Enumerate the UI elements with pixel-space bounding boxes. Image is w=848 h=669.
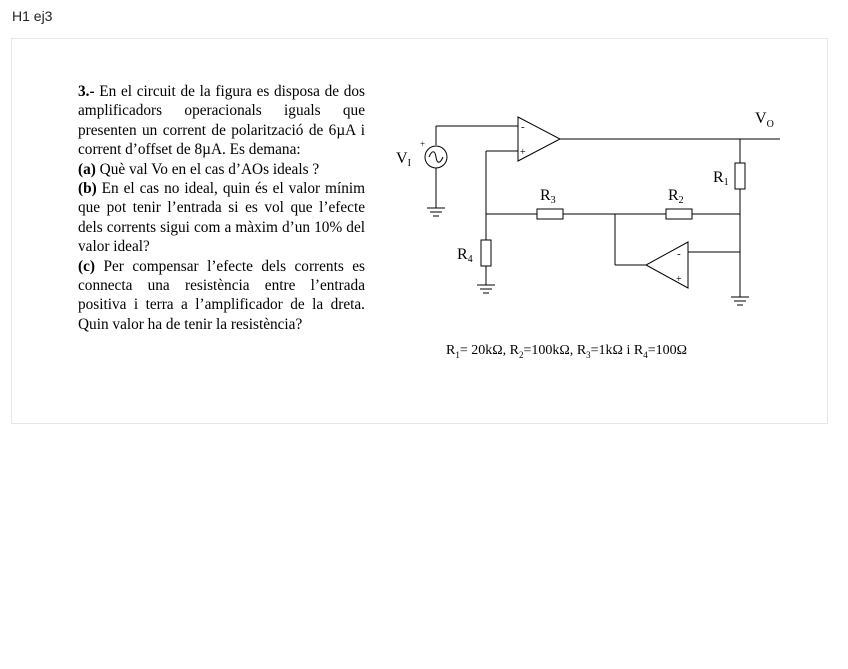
opamp1-minus: - — [521, 121, 525, 133]
part-c-label: (c) — [78, 257, 95, 275]
label-r4: R4 — [457, 246, 473, 265]
intro-text: En el circuit de la figura es disposa de dos amplificadors operacionals iguals que presenten un corrent de polarització de 6µA i corrent d’offset de 8µA. Es demana: — [78, 83, 365, 159]
part-c — [78, 257, 365, 335]
part-a-label: (a) — [78, 160, 96, 178]
part-b — [78, 179, 365, 257]
resistor-r1 — [735, 163, 745, 189]
opamp1-plus: + — [520, 147, 526, 158]
part-c-text: Per compensar l’efecte dels corrents es connecta una resistència entre l’entrada positiva i terra a l’amplificador de la dreta. Quin valor ha de tenir la resistència? — [78, 257, 365, 333]
label-r3: R3 — [540, 187, 556, 206]
label-r2: R2 — [668, 187, 684, 206]
problem-statement — [78, 82, 365, 334]
label-vi: VI — [396, 150, 411, 169]
resistor-values: $R_1= 20k\Omega$, $R_2=100k\Omega$, $R_3=1k\Omega$ i $R_4=100\Omega$ — [446, 343, 688, 360]
opamp2-minus: - — [677, 248, 681, 260]
opamp2-plus: + — [676, 274, 682, 285]
opamp-2 — [646, 242, 688, 288]
part-a — [78, 160, 365, 179]
problem-number: 3.- — [78, 83, 95, 100]
circuit-diagram — [380, 95, 800, 335]
part-b-label: (b) — [78, 180, 97, 198]
part-a-text: Què val Vo en el cas d’AOs ideals ? — [99, 160, 320, 178]
page-title: H1 ej3 — [12, 8, 53, 24]
resistor-r4 — [481, 240, 491, 266]
source-plus: + — [420, 139, 426, 149]
part-b-text: En el cas no ideal, quin és el valor mínim que pot tenir l’entrada si es vol que l’efecte dels corrents sigui com a màxim d’un 10% del valor ideal? — [78, 180, 365, 256]
label-r1: R1 — [713, 169, 729, 188]
label-vo: $V_O$ — [755, 110, 774, 130]
problem-intro — [78, 82, 365, 160]
resistor-r3 — [537, 209, 563, 219]
resistor-r2 — [666, 209, 692, 219]
